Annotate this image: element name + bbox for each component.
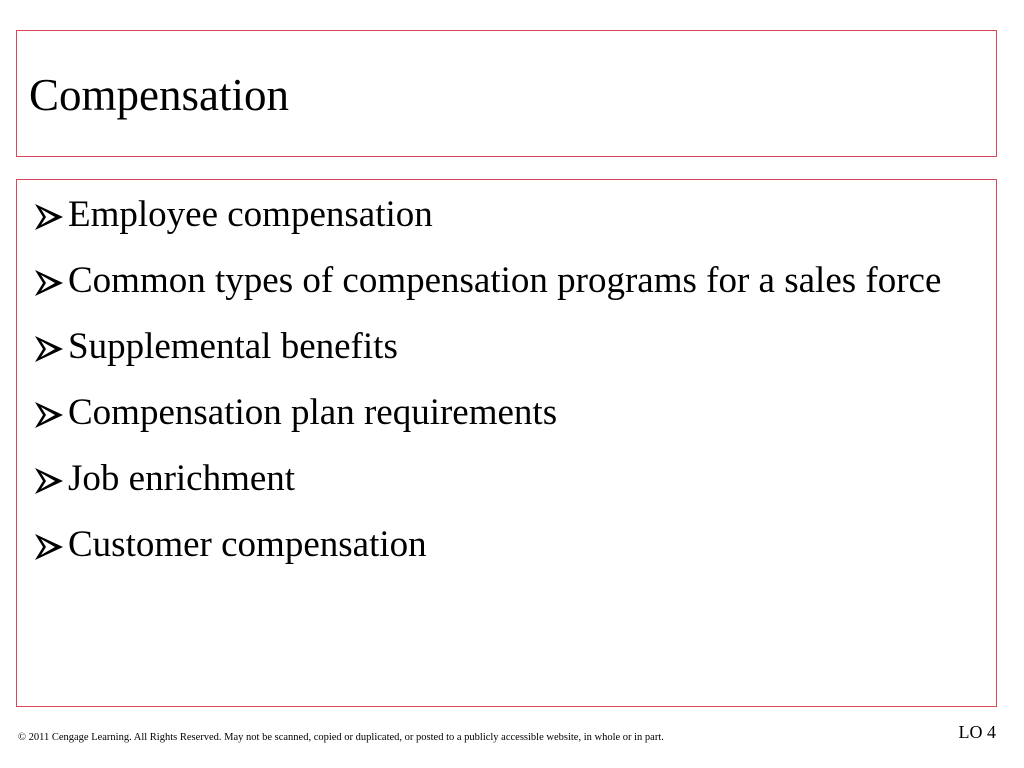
arrowhead-bullet-icon (31, 324, 65, 370)
content-box (16, 179, 997, 707)
arrowhead-bullet-icon (31, 522, 65, 568)
title-box (16, 30, 997, 157)
arrowhead-bullet-icon (31, 456, 65, 502)
bullet-text: Common types of compensation programs for a sales force (68, 260, 942, 301)
arrowhead-bullet-icon (31, 258, 65, 304)
arrowhead-bullet-icon (31, 192, 65, 238)
bullet-text: Employee compensation (68, 194, 433, 235)
arrowhead-bullet-icon (31, 390, 65, 436)
bullet-text: Supplemental benefits (68, 326, 398, 367)
bullet-item (31, 456, 971, 502)
bullet-item (31, 192, 971, 238)
bullet-item (31, 522, 971, 568)
bullet-text: Customer compensation (68, 524, 427, 565)
bullet-item (31, 258, 971, 304)
bullet-text: Compensation plan requirements (68, 392, 558, 433)
learning-objective-label: LO 4 (958, 722, 996, 742)
bullet-list (31, 192, 971, 588)
bullet-item (31, 390, 971, 436)
bullet-text: Job enrichment (68, 458, 296, 499)
copyright-notice: © 2011 Cengage Learning. All Rights Reserved. May not be scanned, copied or duplicated, or posted to a publicly accessible website, in whole or in part. (18, 732, 664, 743)
slide-title: Compensation (29, 70, 289, 120)
bullet-item (31, 324, 971, 370)
